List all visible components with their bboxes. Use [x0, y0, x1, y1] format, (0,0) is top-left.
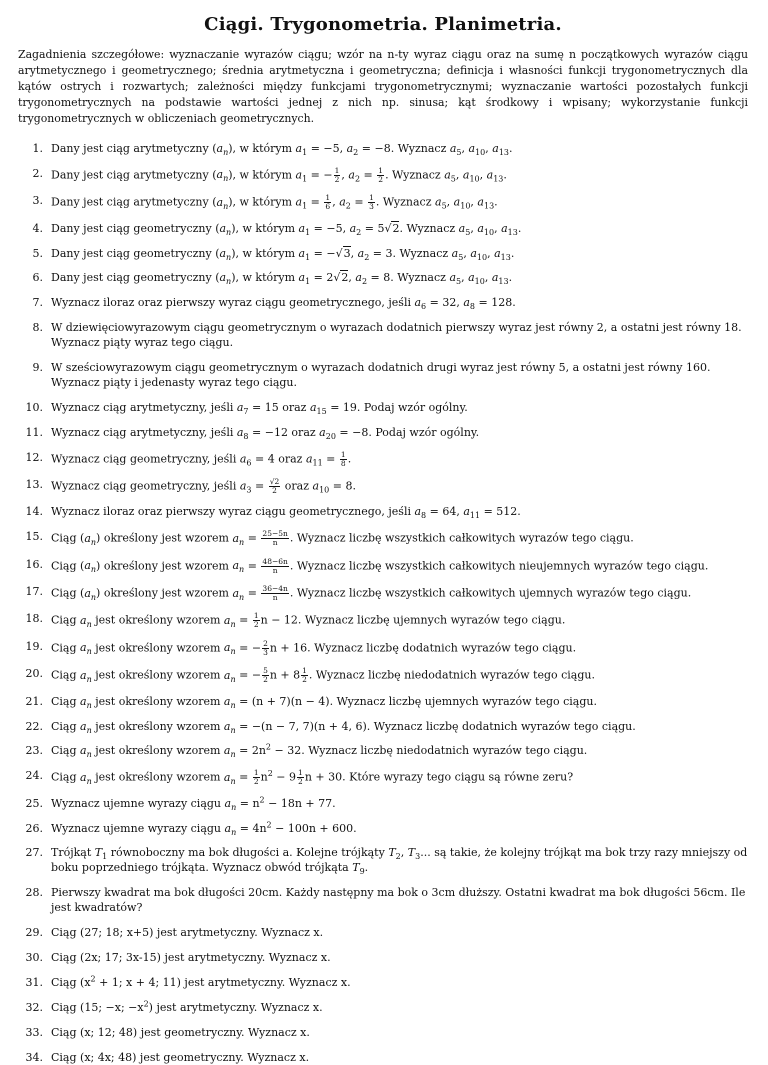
fraction: $\frac{1}{8}$	[340, 449, 346, 468]
problem-number: 9.	[32, 361, 43, 375]
problem-number: 7.	[32, 296, 43, 310]
problem-number: 14.	[25, 505, 43, 519]
problem-number: 30.	[25, 950, 43, 964]
fraction: $\frac{2}{3}$	[263, 638, 268, 657]
problem-item: 21. Ciąg $a_n$ jest określony wzorem $a_n = (n + 7)(n - 4)$. Wyznacz liczbę ujemnych wyrazów tego ciągu.	[18, 695, 748, 710]
fraction: $\frac{1}{2}$	[378, 165, 384, 184]
fraction: $\frac{36-4n}{n}$	[262, 584, 288, 603]
problem-number: 19.	[25, 639, 43, 653]
fraction: $\frac{1}{2}$	[298, 768, 303, 787]
problem-number: 4.	[32, 221, 43, 235]
problem-item: 30. Ciąg (2x; 17; 3x-15) jest arytmetyczny. Wyznacz x.	[18, 951, 748, 966]
problem-number: 20.	[25, 667, 43, 681]
problem-item: 12. Wyznacz ciąg geometryczny, jeśli $a_6 = 4$ oraz $a_{11}$ = $\frac{1}{8}$ .	[18, 451, 748, 468]
problem-list	[18, 142, 748, 1065]
problem-number: 21.	[25, 694, 43, 708]
problem-item: 18. Ciąg $a_n$ jest określony wzorem $a_n$ = $\frac{1}{2}$ n − 12. Wyznacz liczbę ujemnych wyrazów tego ciągu.	[18, 612, 748, 629]
problem-item: 27. Trójkąt $T_1$ równoboczny ma bok długości a. Kolejne trójkąty $T_2$, $T_3$... są takie, że kolejny trójkąt ma bok trzy razy mniejszy od boku poprzedniego trójkąta. Wyznacz obwód trójkąta $T_9$.	[18, 846, 748, 875]
problem-number: 29.	[25, 926, 43, 940]
problem-number: 28.	[25, 886, 43, 900]
problem-item: 2. Dany jest ciąg arytmetyczny $(a_n)$, w którym $a_1$ = − $\frac{1}{2}$ , $a_2$ = $\frac{1}{2}$ . Wyznacz $a_5$, $a_{10}$, $a_{13}$.	[18, 167, 748, 184]
problem-number: 26.	[25, 821, 43, 835]
problem-number: 3.	[32, 194, 43, 208]
problem-item: 6. Dany jest ciąg geometryczny $(a_n)$, w którym $a_1 = 2√2$, $a_2 = 8$. Wyznacz $a_5$, $a_{10}$, $a_{13}$.	[18, 271, 748, 286]
problem-item: 22. Ciąg $a_n$ jest określony wzorem $a_n = -(n - 7$, 7)(n + 4, 6). Wyznacz liczbę dodatnich wyrazów tego ciągu.	[18, 720, 748, 735]
problem-item: 1. Dany jest ciąg arytmetyczny $(a_n)$, w którym $a_1 = -5$, $a_2 = -8$. Wyznacz $a_5$, $a_{10}$, $a_{13}$.	[18, 142, 748, 157]
fraction: $\frac{1}{3}$	[369, 193, 374, 212]
problem-item: 20. Ciąg $a_n$ jest określony wzorem $a_n$ = − $\frac{5}{2}$ n + 8 $\frac{1}{2}$ . Wyznacz liczbę niedodatnich wyrazów tego ciągu.	[18, 667, 748, 684]
problem-item: 9. W sześciowyrazowym ciągu geometrycznym o wyrazach dodatnich drugi wyraz jest równy 5, a ostatni jest równy 160. Wyznacz piąty i jedenasty wyraz tego ciągu.	[18, 361, 748, 390]
fraction: $\frac{5}{2}$	[263, 666, 268, 685]
problem-number: 34.	[25, 1050, 43, 1064]
fraction: $\frac{48-6n}{n}$	[262, 556, 288, 575]
fraction: $\frac{1}{2}$	[253, 768, 259, 787]
problem-item: 17. Ciąg $(a_n)$ określony jest wzorem $a_n$ = $\frac{36-4n}{n}$ . Wyznacz liczbę wszystkich całkowitych ujemnych wyrazów tego ciągu.	[18, 585, 748, 602]
problem-number: 2.	[32, 166, 43, 180]
problem-item: 16. Ciąg $(a_n)$ określony jest wzorem $a_n$ = $\frac{48-6n}{n}$ . Wyznacz liczbę wszystkich całkowitych nieujemnych wyrazów tego ciągu.	[18, 558, 748, 575]
problem-item: 23. Ciąg $a_n$ jest określony wzorem $a_n = 2n^2 - 32$. Wyznacz liczbę niedodatnich wyrazów tego ciągu.	[18, 744, 748, 759]
problem-number: 22.	[25, 719, 43, 733]
problem-number: 12.	[25, 450, 43, 464]
problem-number: 1.	[32, 142, 43, 155]
problem-item: 15. Ciąg $(a_n)$ określony jest wzorem $a_n$ = $\frac{25-5n}{n}$ . Wyznacz liczbę wszystkich całkowitych wyrazów tego ciągu.	[18, 530, 748, 547]
problem-number: 10.	[25, 400, 43, 414]
problem-number: 23.	[25, 744, 43, 758]
problem-item: 33. Ciąg (x; 12; 48) jest geometryczny. Wyznacz x.	[18, 1026, 748, 1041]
problem-item: 11. Wyznacz ciąg arytmetyczny, jeśli $a_8 = -12$ oraz $a_{20} = -8$. Podaj wzór ogólny.	[18, 426, 748, 441]
problem-item: 31. Ciąg ($x^2 + 1$; x + 4; 11) jest arytmetyczny. Wyznacz x.	[18, 976, 748, 991]
fraction: $\frac{25-5n}{n}$	[262, 529, 288, 548]
problem-number: 25.	[25, 796, 43, 810]
problem-number: 11.	[25, 425, 43, 439]
problem-item: 28. Pierwszy kwadrat ma bok długości 20cm. Każdy następny ma bok o 3cm dłuższy. Ostatni kwadrat ma bok długości 56cm. Ile jest kwadratów?	[18, 886, 748, 915]
problem-item: 5. Dany jest ciąg geometryczny $(a_n)$, w którym $a_1 = -√3$, $a_2 = 3$. Wyznacz $a_5$, $a_{10}$, $a_{13}$.	[18, 247, 748, 262]
problem-item: 10. Wyznacz ciąg arytmetyczny, jeśli $a_7 = 15$ oraz $a_{15} = 19$. Podaj wzór ogólny.	[18, 401, 748, 416]
problem-number: 17.	[25, 585, 43, 599]
problem-number: 6.	[32, 271, 43, 285]
fraction: $\frac{1}{2}$	[334, 165, 340, 184]
problem-item: 25. Wyznacz ujemne wyrazy ciągu $a_n = n^2 - 18n + 77$.	[18, 797, 748, 812]
problem-number: 16.	[25, 557, 43, 571]
problem-item: 3. Dany jest ciąg arytmetyczny $(a_n)$, w którym $a_1$ = $\frac{1}{6}$ , $a_2$ = $\frac{1}{3}$ . Wyznacz $a_5$, $a_{10}$, $a_{13}$.	[18, 194, 748, 211]
problem-item: 24. Ciąg $a_n$ jest określony wzorem $a_n$ = $\frac{1}{2}$ $n^2 - 9$ $\frac{1}{2}$ n + 30. Które wyrazy tego ciągu są równe zeru?	[18, 769, 748, 786]
problem-item: 4. Dany jest ciąg geometryczny $(a_n)$, w którym $a_1 = -5$, $a_2 = 5√2$. Wyznacz $a_5$, $a_{10}$, $a_{13}$.	[18, 222, 748, 237]
problem-number: 24.	[25, 769, 43, 783]
problem-number: 32.	[25, 1000, 43, 1014]
problem-number: 18.	[25, 612, 43, 626]
fraction: $\frac{1}{2}$	[302, 666, 307, 685]
problem-number: 31.	[25, 975, 43, 989]
fraction: $\frac{√2}{2}$	[269, 477, 280, 495]
fraction: $\frac{1}{2}$	[253, 611, 259, 630]
problem-item: 32. Ciąg (15; −x; $-x^2$) jest arytmetyczny. Wyznacz x.	[18, 1001, 748, 1016]
problem-item: 14. Wyznacz iloraz oraz pierwszy wyraz ciągu geometrycznego, jeśli $a_8 = 64$, $a_{11} = 512$.	[18, 505, 748, 520]
fraction: $\frac{1}{6}$	[325, 193, 331, 212]
problem-number: 27.	[25, 846, 43, 860]
problem-number: 13.	[25, 478, 43, 491]
problem-number: 8.	[32, 321, 43, 335]
problem-item: 34. Ciąg (x; 4x; 48) jest geometryczny. Wyznacz x.	[18, 1051, 748, 1065]
problem-item: 13. Wyznacz ciąg geometryczny, jeśli $a_3$ = $\frac{√2}{2}$ oraz $a_{10} = 8$.	[18, 478, 748, 495]
problem-number: 15.	[25, 530, 43, 544]
problem-item: 7. Wyznacz iloraz oraz pierwszy wyraz ciągu geometrycznego, jeśli $a_6 = 32$, $a_8 = 128$.	[18, 296, 748, 311]
page-title: Ciągi. Trygonometria. Planimetria.	[204, 14, 562, 35]
problem-item: 26. Wyznacz ujemne wyrazy ciągu $a_n = 4n^2 - 100n + 600$.	[18, 822, 748, 837]
problem-item: 19. Ciąg $a_n$ jest określony wzorem $a_n$ = − $\frac{2}{3}$ n + 16. Wyznacz liczbę dodatnich wyrazów tego ciągu.	[18, 640, 748, 657]
problem-item: 8. W dziewięciowyrazowym ciągu geometrycznym o wyrazach dodatnich pierwszy wyraz jest równy 2, a ostatni jest równy 18. Wyznacz piąty wyraz tego ciągu.	[18, 321, 748, 350]
topics-paragraph: Zagadnienia szczegółowe: wyznaczanie wyrazów ciągu; wzór na n-ty wyraz ciągu oraz na sumę n początkowych wyrazów ciągu arytmetycznego i geometrycznego; średnia arytmetyczna i geometryczna; definicja i własności funkcji trygonometrycznych dla kątów ostrych i rozwartych; zależności między funkcjami trygonometrycznymi; wyznaczanie wartości pozostałych funkcji trygonometrycznych na podstawie wartości jednej z nich np. sinusa; kąt środkowy i wpisany; wykorzystanie funkcji trygonometrycznych w obliczeniach geometrycznych.	[18, 48, 748, 125]
problem-number: 5.	[32, 246, 43, 260]
problem-item: 29. Ciąg (27; 18; x+5) jest arytmetyczny. Wyznacz x.	[18, 926, 748, 941]
problem-number: 33.	[25, 1025, 43, 1039]
